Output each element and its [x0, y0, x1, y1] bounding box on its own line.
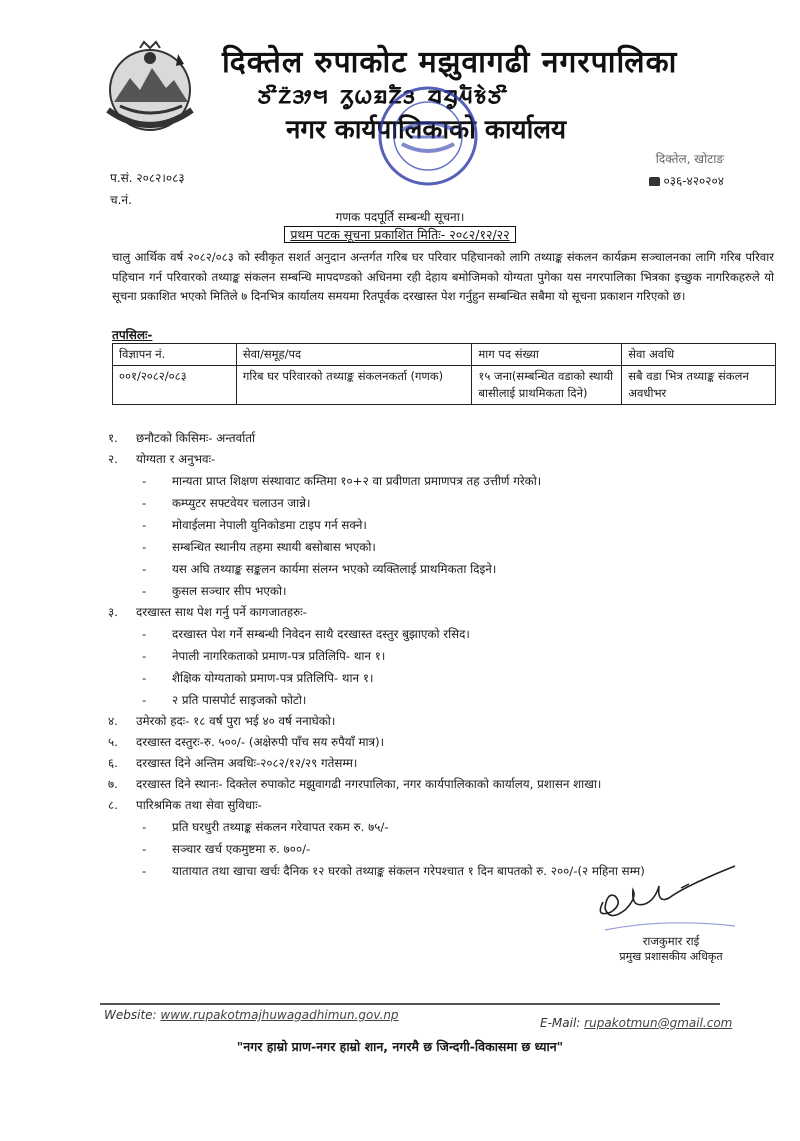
website-link[interactable]: www.rupakotmajhuwagadhimun.gov.np — [160, 1008, 399, 1022]
list-subitem: - सम्बन्धित स्थानीय तहमा स्थायी बसोबास भएको। — [108, 536, 748, 558]
list-subitem: - शैक्षिक योग्यताको प्रमाण-पत्र प्रतिलिपि- थान १। — [108, 667, 748, 689]
municipality-title: दिक्तेल रुपाकोट मझुवागढी नगरपालिका — [222, 45, 678, 80]
list-item-text: योग्यता र अनुभवः- — [136, 452, 216, 466]
table-header-row — [113, 344, 776, 366]
signer-block — [596, 934, 746, 964]
table-header: सेवा/समूह/पद — [236, 344, 472, 366]
website-label: Website: — [104, 1008, 157, 1022]
list-item-number: ५. — [108, 735, 118, 749]
list-subitem: - कुसल सञ्चार सीप भएको। — [108, 580, 748, 602]
table-cell: १५ जना(सम्बन्धित वडाको स्थायी बासीलाई प्राथमिकता दिने) — [472, 366, 622, 405]
publication-date — [0, 226, 800, 243]
notice-intro: चालु आर्थिक वर्ष २०८२/०८३ को स्वीकृत सशर्त अनुदान अन्तर्गत गरिब घर परिवार पहिचानको लागि तथ्याङ्क संकलन कार्यक्रम सञ्चालनका लागि गरिब परिवार पहिचान गर्न परिवारको तथ्याङ्क संकलन सम्बन्धि मापदण्डको अधिनमा रही देहाय बमोजिमको योग्यता पुगेका यस नगरपालिका भित्रका इच्छुक नागरिकहरुले यो सूचना प्रकाशित भएको मितिले ७ दिनभित्र कार्यालय समयमा रितपूर्वक दरखास्त पेश गर्नुहुन सम्बन्धित सबैमा यो सूचना प्रकाशन गरिएको छ। — [112, 250, 774, 303]
signer-title: प्रमुख प्रशासकीय अधिकृत — [619, 950, 723, 963]
signer-name: राजकुमार राई — [642, 934, 700, 948]
address-block — [649, 148, 725, 192]
list-item — [108, 753, 748, 774]
list-item-number: ६. — [108, 756, 118, 770]
list-subitem: - दरखास्त पेश गर्ने सम्बन्धी निवेदन साथै दरखास्त दस्तुर बुझाएको रसिद। — [108, 623, 748, 645]
publication-date-text: प्रथम पटक सूचना प्रकाशित मितिः- २०८२/१२/२२ — [284, 226, 515, 243]
table-row — [113, 366, 776, 405]
email-label: E-Mail: — [540, 1016, 581, 1030]
list-item-text: पारिश्रमिक तथा सेवा सुविधाः- — [136, 798, 262, 812]
details-heading: तपसिलः- — [112, 328, 153, 342]
phone-line — [649, 170, 725, 192]
list-item-text: दरखास्त दिने अन्तिम अवधिः-२०८२/१२/२९ गतेसम्म। — [136, 756, 358, 770]
office-title: नगर कार्यपालिकाको कार्यालय — [286, 115, 567, 145]
list-item — [108, 795, 748, 816]
list-item — [108, 449, 748, 470]
table-header: विज्ञापन नं. — [113, 344, 237, 366]
notice-subject: गणक पदपूर्ति सम्बन्धी सूचना। — [335, 210, 465, 224]
signature-icon — [585, 860, 755, 940]
municipality-title-script: ᤍᤡᤁ᤺ᤋᤣᤗ ᤖᤢᤐᤀᤁᤠᤋ ᤔᤔᤢᤘᤠᤃᤧᤍᤡ — [258, 80, 509, 110]
vacancy-table — [112, 343, 776, 405]
website-line — [104, 1008, 399, 1022]
list-subitem: - प्रति घरधुरी तथ्याङ्क संकलन गरेवापत रकम रु. ७५/- — [108, 816, 748, 838]
list-item-number: ७. — [108, 777, 118, 791]
list-subitem: - यस अघि तथ्याङ्क सङ्कलन कार्यमा संलग्न भएको व्यक्तिलाई प्राथमिकता दिइने। — [108, 558, 748, 580]
phone-icon — [649, 177, 660, 186]
list-item-number: ३. — [108, 605, 118, 619]
phone-number: ०३६-४२०२०४ — [663, 174, 724, 188]
list-item-number: १. — [108, 431, 118, 445]
reference-block — [110, 167, 185, 211]
list-item — [108, 732, 748, 753]
email-line — [540, 1016, 732, 1030]
table-cell: ००१/२०८२/०८३ — [113, 366, 237, 405]
chalani-number: च.नं. — [110, 193, 132, 207]
office-stamp-icon — [372, 80, 484, 192]
email-link[interactable]: rupakotmun@gmail.com — [584, 1016, 733, 1030]
details-list — [108, 428, 748, 882]
list-item — [108, 774, 748, 795]
list-item-number: २. — [108, 452, 118, 466]
list-item-text: दरखास्त साथ पेश गर्नु पर्ने कागजातहरुः- — [136, 605, 307, 619]
list-item-text: दरखास्त दिने स्थानः- दिक्तेल रुपाकोट मझुवागढी नगरपालिका, नगर कार्यपालिकाको कार्यालय, प्रशासन शाखा। — [136, 777, 602, 791]
office-location: दिक्तेल, खोटाङ — [655, 152, 724, 166]
nepal-emblem-icon — [100, 40, 200, 135]
list-item — [108, 602, 748, 623]
list-item-text: दरखास्त दस्तुरः-रु. ५००/- (अक्षेरुपी पाँच सय रुपैयाँ मात्र)। — [136, 735, 385, 749]
list-item — [108, 711, 748, 732]
patra-sankhya: प.सं. २०८२।०८३ — [110, 171, 185, 185]
list-item-number: ४. — [108, 714, 118, 728]
list-subitem: - नेपाली नागरिकताको प्रमाण-पत्र प्रतिलिपि- थान १। — [108, 645, 748, 667]
table-cell: गरिब घर परिवारको तथ्याङ्क संकलनकर्ता (गणक) — [236, 366, 472, 405]
list-subitem: - मोवाईलमा नेपाली युनिकोडमा टाइप गर्न सक्ने। — [108, 514, 748, 536]
list-subitem: - सञ्चार खर्च एकमुष्टमा रु. ७००/- — [108, 838, 748, 860]
list-item — [108, 428, 748, 449]
table-cell: सबै वडा भित्र तथ्याङ्क संकलन अवधीभर — [622, 366, 776, 405]
footer-slogan: "नगर हाम्रो प्राण-नगर हाम्रो शान, नगरमै छ जिन्दगी-विकासमा छ ध्यान" — [236, 1039, 564, 1054]
list-subitem: - यातायात तथा खाचा खर्चः दैनिक १२ घरको तथ्याङ्क संकलन गरेपश्चात १ दिन बापतको रु. २००/-(२ महिना सम्म) — [108, 860, 748, 882]
table-header: सेवा अवधि — [622, 344, 776, 366]
list-item-text: छनौटको किसिमः- अन्तर्वार्ता — [136, 431, 256, 445]
list-subitem: - कम्प्युटर सफ्टवेयर चलाउन जान्ने। — [108, 492, 748, 514]
list-subitem: - मान्यता प्राप्त शिक्षण संस्थावाट कम्तिमा १०+२ वा प्रवीणता प्रमाणपत्र तह उत्तीर्ण गरेको। — [108, 470, 748, 492]
table-header: माग पद संख्या — [472, 344, 622, 366]
list-subitem: - २ प्रति पासपोर्ट साइजको फोटो। — [108, 689, 748, 711]
list-item-text: उमेरको हदः- १८ वर्ष पुरा भई ४० वर्ष ननाघेको। — [136, 714, 336, 728]
list-item-number: ८. — [108, 798, 118, 812]
footer-divider — [100, 1003, 720, 1005]
